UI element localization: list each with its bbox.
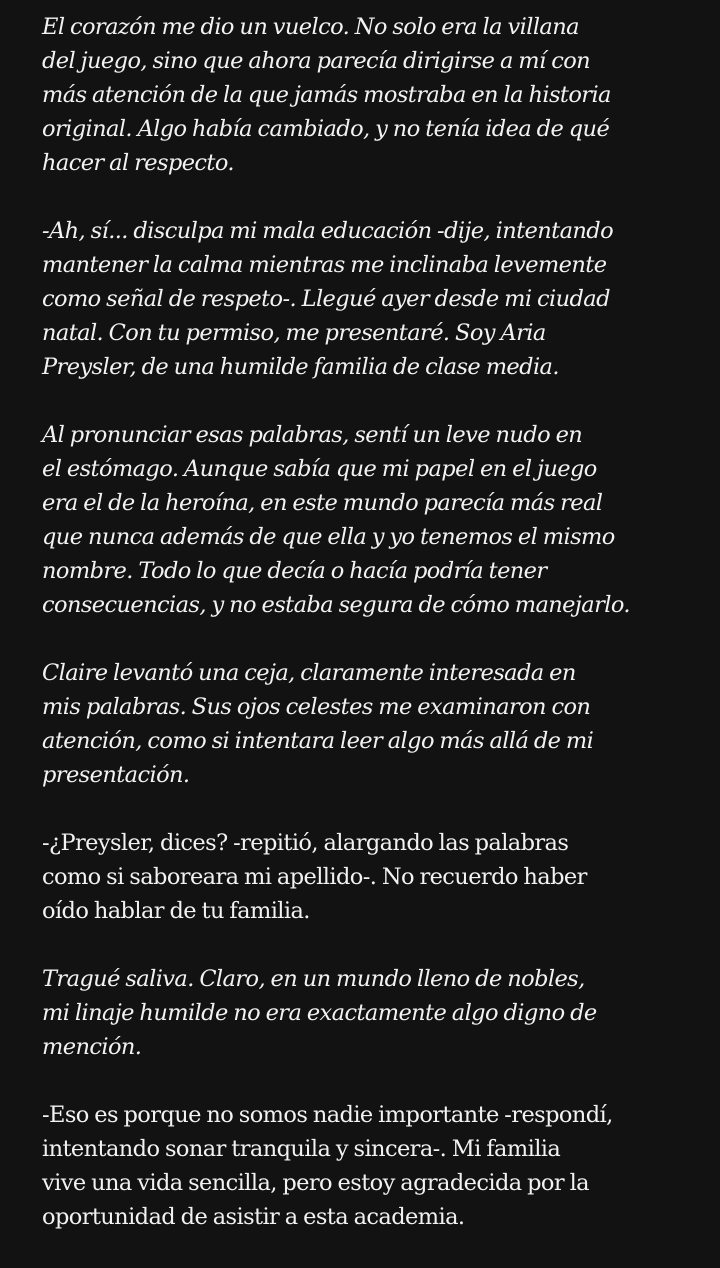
text-line: presentación. <box>42 762 190 788</box>
text-line: intentando sonar tranquila y sincera-. Mi familia <box>42 1136 561 1162</box>
text-line: mis palabras. Sus ojos celestes me examinaron con <box>42 694 591 720</box>
paragraph <box>42 1098 702 1234</box>
text-line: atención, como si intentara leer algo más allá de mi <box>42 728 594 754</box>
text-line: Claire levantó una ceja, claramente interesada en <box>42 660 576 686</box>
text-line: natal. Con tu permiso, me presentaré. Soy Aria <box>42 320 546 346</box>
text-line: oportunidad de asistir a esta academia. <box>42 1204 465 1230</box>
text-line: oído hablar de tu familia. <box>42 898 310 924</box>
text-line: -Ah, sí... disculpa mi mala educación -dije, intentando <box>42 218 614 244</box>
text-line: hacer al respecto. <box>42 150 234 176</box>
text-line: más atención de la que jamás mostraba en la historia <box>42 82 611 108</box>
text-line: -¿Preysler, dices? -repitió, alargando las palabras <box>42 830 569 856</box>
text-line: como si saboreara mi apellido-. No recuerdo haber <box>42 864 587 890</box>
text-line: que nunca además de que ella y yo tenemos el mismo <box>42 524 615 550</box>
text-line: vive una vida sencilla, pero estoy agradecida por la <box>42 1170 589 1196</box>
text-line: el estómago. Aunque sabía que mi papel en el juego <box>42 456 597 482</box>
text-line: como señal de respeto-. Llegué ayer desde mi ciudad <box>42 286 610 312</box>
text-line: El corazón me dio un vuelco. No solo era la villana <box>42 14 579 40</box>
text-line: consecuencias, y no estaba segura de cómo manejarlo. <box>42 592 630 618</box>
text-line: nombre. Todo lo que decía o hacía podría tener <box>42 558 547 584</box>
paragraph <box>42 10 702 180</box>
text-line: mantener la calma mientras me inclinaba levemente <box>42 252 607 278</box>
paragraph <box>42 214 702 384</box>
text-line: mención. <box>42 1034 142 1060</box>
text-line: Al pronunciar esas palabras, sentí un leve nudo en <box>42 422 583 448</box>
paragraph <box>42 418 702 622</box>
text-line: era el de la heroína, en este mundo parecía más real <box>42 490 603 516</box>
paragraph <box>42 962 702 1064</box>
text-line: original. Algo había cambiado, y no tenía idea de qué <box>42 116 610 142</box>
text-line: -Eso es porque no somos nadie importante -respondí, <box>42 1102 613 1128</box>
text-line: Preysler, de una humilde familia de clase media. <box>42 354 559 380</box>
text-line: Tragué saliva. Claro, en un mundo lleno de nobles, <box>42 966 585 992</box>
story-text <box>42 10 702 1268</box>
paragraph <box>42 826 702 928</box>
text-line: mi linaje humilde no era exactamente algo digno de <box>42 1000 597 1026</box>
paragraph <box>42 656 702 792</box>
text-line: del juego, sino que ahora parecía dirigirse a mí con <box>42 48 591 74</box>
